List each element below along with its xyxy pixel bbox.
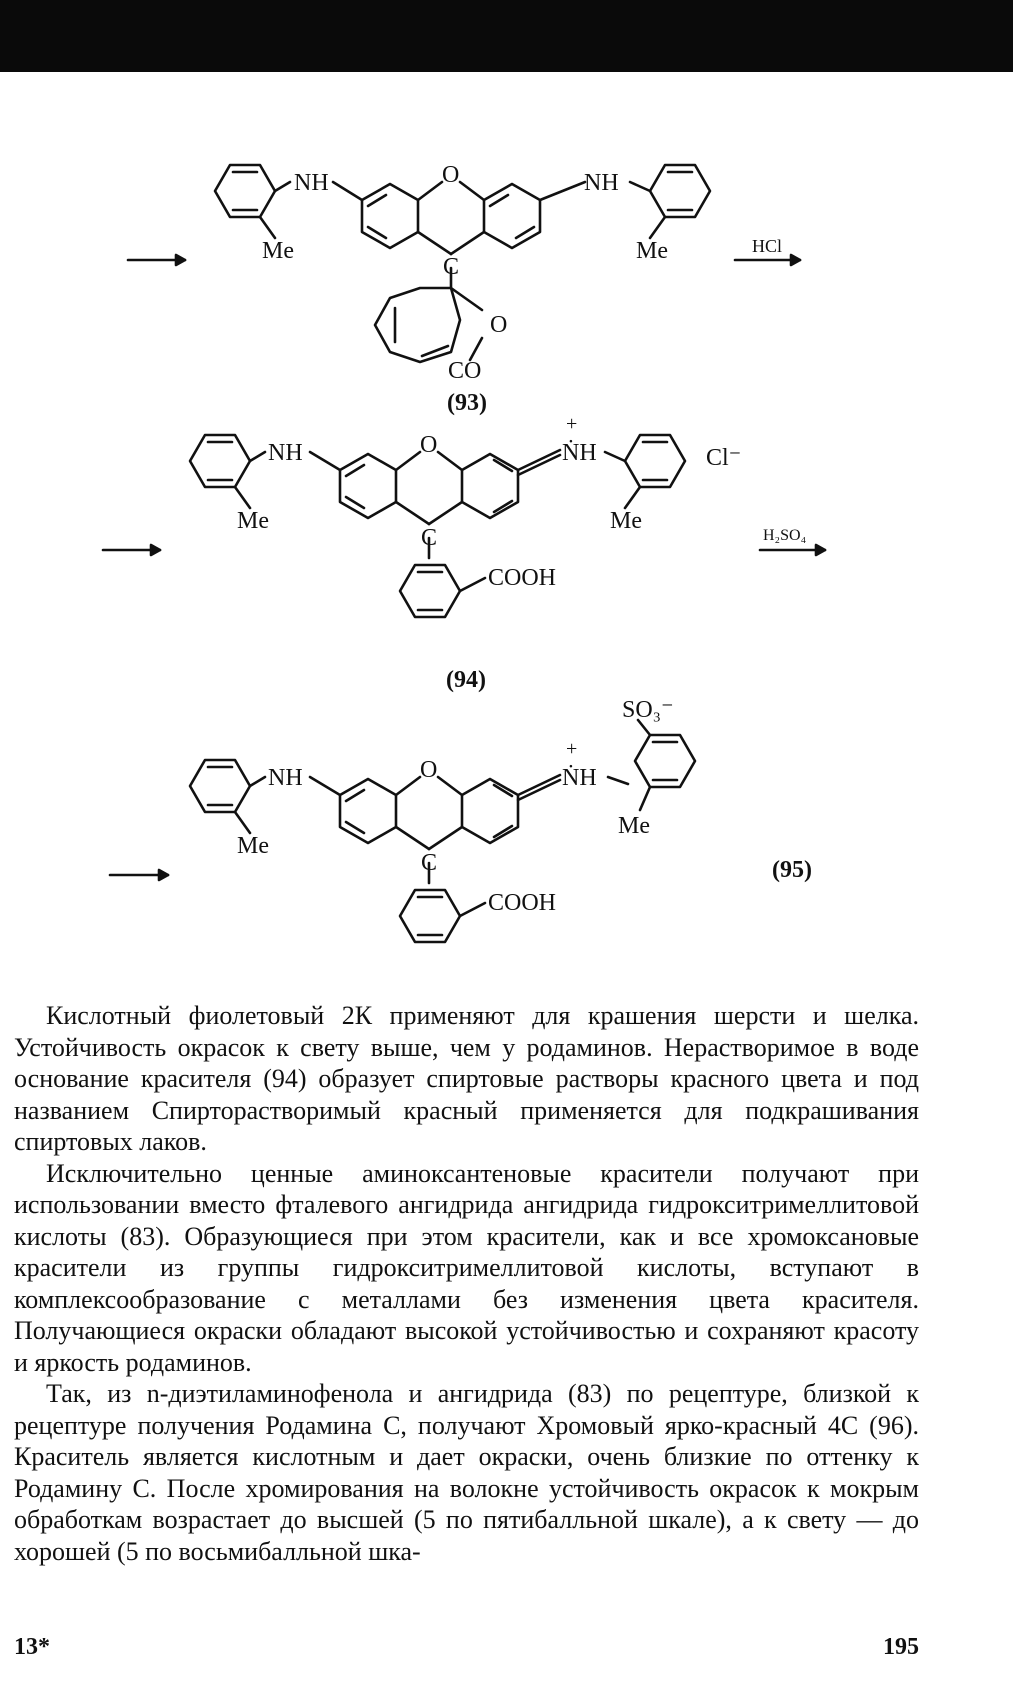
page-number: 195 [883, 1634, 919, 1660]
nh-plus-label: ṄH [562, 765, 597, 791]
oxygen-label: O [442, 162, 460, 188]
carbon-label: C [421, 850, 438, 876]
oxygen-label: O [490, 312, 508, 338]
paragraph-1: Кислотный фиолетовый 2К применяют для крашения шерсти и шелка. Устойчивость окрасок к свету выше, чем у родаминов. Нерастворимое в воде основание красителя (94) образует спиртовые растворы красного цвета и под названием Спирторастворимый красный применяется для подкрашивания спиртовых лаков. [14, 1001, 919, 1156]
me-label: Me [636, 238, 668, 264]
signature-mark: 13* [14, 1634, 50, 1660]
me-label: Me [237, 833, 269, 859]
chloride-label: Cl⁻ [706, 445, 742, 471]
cooh-label: COOH [488, 565, 557, 591]
nh-label: NH [268, 440, 303, 466]
plus-charge: + [566, 738, 578, 760]
reagent-h2so4: H₂SO₄ [763, 527, 807, 544]
oxygen-label: O [420, 757, 438, 783]
me-label: Me [237, 508, 269, 534]
plus-charge: + [566, 413, 578, 435]
carbon-label: C [443, 254, 460, 280]
nh-plus-label: ṄH [562, 440, 597, 466]
me-label: Me [262, 238, 294, 264]
compound-label-94: (94) [446, 667, 486, 693]
nh-label: NH [294, 170, 329, 196]
sulfonate-label: SO₃⁻ [622, 697, 674, 723]
body-text [14, 1000, 919, 1567]
reagent-hcl: HCl [752, 236, 783, 256]
me-label: Me [618, 813, 650, 839]
nh-label: NH [268, 765, 303, 791]
cooh-label: COOH [488, 890, 557, 916]
paragraph-3: Так, из n-диэтиламинофенола и ангидрида (83) по рецептуре, близкой к рецептуре получения Родамина С, получают Хромовый ярко-красный 4С (96). Краситель является кислотным и дает окраски, очень близкие по оттенку к Родамину С. После хромирования на волокне устойчивость окрасок к мокрым обработкам возрастает до высшей (5 по пятибалльной шкале), а к свету — до хорошей (5 по восьмибалльной шка- [14, 1379, 919, 1566]
carbonyl-label: CO [448, 358, 482, 384]
nh-label: NH [584, 170, 619, 196]
compound-label-93: (93) [447, 390, 487, 416]
reaction-scheme [0, 120, 1013, 1000]
oxygen-label: O [420, 432, 438, 458]
reaction-scheme-svg [0, 120, 1013, 1000]
paragraph-2: Исключительно ценные аминоксантеновые красители получают при использовании вместо фталевого ангидрида ангидрида гидрокситримеллитовой кислоты (83). Образующиеся при этом красители, как и все хромоксановые красители из группы гидрокситримеллитовой кислоты, вступают в комплексообразование с металлами без изменения цвета красителя. Получающиеся окраски обладают высокой устойчивостью и сохраняют красоту и яркость родаминов. [14, 1158, 919, 1377]
carbon-label: C [421, 525, 438, 551]
scan-top-bar [0, 0, 1013, 72]
compound-label-95: (95) [772, 857, 812, 883]
me-label: Me [610, 508, 642, 534]
